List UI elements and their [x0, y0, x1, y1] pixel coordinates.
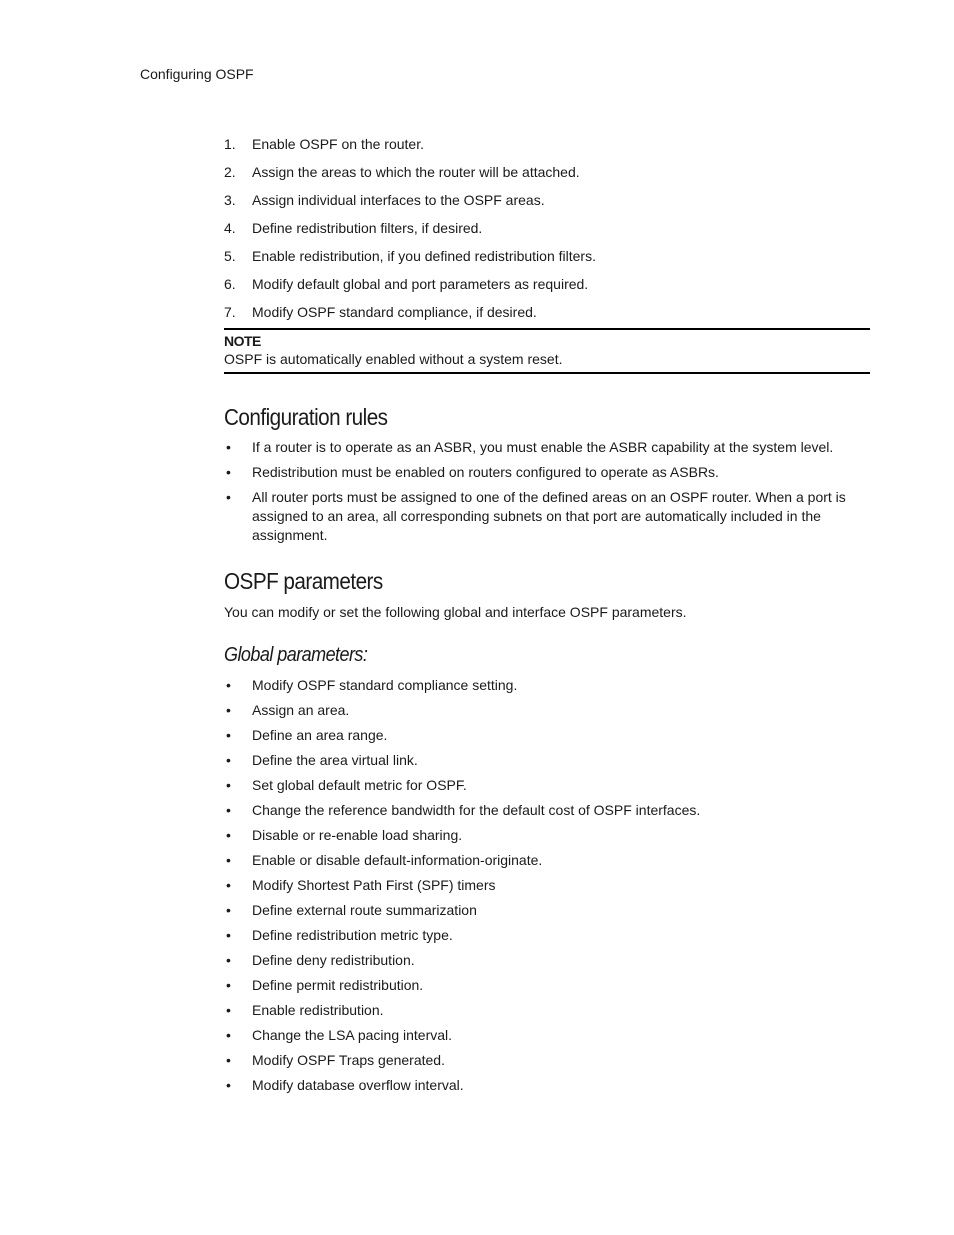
- step-number: 1.: [224, 136, 236, 152]
- step-item: [224, 274, 870, 302]
- bullet: •: [226, 952, 231, 968]
- list-item: [224, 1051, 870, 1076]
- param-text: Disable or re-enable load sharing.: [252, 827, 463, 843]
- step-item: [224, 162, 870, 190]
- list-item: [224, 826, 870, 851]
- global-params-list: [224, 676, 870, 1101]
- bullet: •: [226, 1002, 231, 1018]
- list-item: [224, 951, 870, 976]
- page-content: [224, 134, 870, 1101]
- list-item: [224, 676, 870, 701]
- step-number: 4.: [224, 220, 236, 236]
- bullet: •: [226, 852, 231, 868]
- step-number: 5.: [224, 248, 236, 264]
- param-text: Enable redistribution.: [252, 1002, 384, 1018]
- param-text: Modify OSPF Traps generated.: [252, 1052, 445, 1068]
- param-text: Define redistribution metric type.: [252, 927, 453, 943]
- param-text: Assign an area.: [252, 702, 350, 718]
- param-text: Change the LSA pacing interval.: [252, 1027, 453, 1043]
- step-number: 7.: [224, 304, 236, 320]
- bullet: •: [226, 927, 231, 943]
- step-item: [224, 218, 870, 246]
- bullet: •: [226, 977, 231, 993]
- bullet: •: [226, 727, 231, 743]
- note-title: NOTE: [224, 333, 261, 349]
- list-item: [224, 926, 870, 951]
- step-number: 6.: [224, 276, 236, 292]
- step-text: Modify OSPF standard compliance, if desired.: [252, 304, 537, 320]
- step-number: 2.: [224, 164, 236, 180]
- step-item: [224, 302, 870, 330]
- rule-text: Redistribution must be enabled on routers configured to operate as ASBRs.: [252, 464, 719, 480]
- list-item: [224, 801, 870, 826]
- list-item: [224, 751, 870, 776]
- param-text: Define external route summarization: [252, 902, 477, 918]
- step-item: [224, 134, 870, 162]
- bullet: •: [226, 439, 231, 455]
- bullet: •: [226, 877, 231, 893]
- step-text: Assign the areas to which the router will be attached.: [252, 164, 580, 180]
- bullet: •: [226, 827, 231, 843]
- global-params-heading: Global parameters:: [224, 644, 368, 666]
- bullet: •: [226, 777, 231, 793]
- list-item: [224, 701, 870, 726]
- bullet: •: [226, 677, 231, 693]
- bullet: •: [226, 752, 231, 768]
- list-item: [224, 463, 870, 482]
- step-text: Assign individual interfaces to the OSPF areas.: [252, 192, 545, 208]
- config-rules-list: [224, 438, 870, 545]
- note-text: OSPF is automatically enabled without a system reset.: [224, 351, 563, 367]
- list-item: [224, 851, 870, 876]
- step-text: Enable redistribution, if you defined redistribution filters.: [252, 248, 596, 264]
- list-item: [224, 776, 870, 801]
- running-header: Configuring OSPF: [140, 66, 254, 82]
- param-text: Modify OSPF standard compliance setting.: [252, 677, 518, 693]
- bullet: •: [226, 702, 231, 718]
- param-text: Modify Shortest Path First (SPF) timers: [252, 877, 496, 893]
- list-item: [224, 488, 870, 545]
- steps-list: [224, 134, 870, 330]
- list-item: [224, 876, 870, 901]
- bullet: •: [226, 464, 231, 480]
- param-text: Modify database overflow interval.: [252, 1077, 464, 1093]
- list-item: [224, 1026, 870, 1051]
- list-item: [224, 976, 870, 1001]
- list-item: [224, 1076, 870, 1101]
- param-text: Change the reference bandwidth for the default cost of OSPF interfaces.: [252, 802, 701, 818]
- rule-text: If a router is to operate as an ASBR, you must enable the ASBR capability at the system level.: [252, 439, 834, 455]
- param-text: Define the area virtual link.: [252, 752, 418, 768]
- rule-text: All router ports must be assigned to one of the defined areas on an OSPF router. When a port is assigned to an area, all corresponding subnets on that port are automatically included in the assignment.: [252, 489, 846, 543]
- param-text: Define deny redistribution.: [252, 952, 415, 968]
- step-text: Enable OSPF on the router.: [252, 136, 424, 152]
- param-text: Set global default metric for OSPF.: [252, 777, 467, 793]
- list-item: [224, 438, 870, 457]
- param-text: Enable or disable default-information-originate.: [252, 852, 543, 868]
- bullet: •: [226, 802, 231, 818]
- param-text: Define an area range.: [252, 727, 388, 743]
- bullet: •: [226, 902, 231, 918]
- bullet: •: [226, 1052, 231, 1068]
- ospf-params-intro: You can modify or set the following global and interface OSPF parameters.: [224, 604, 687, 620]
- ospf-params-heading: OSPF parameters: [224, 568, 383, 594]
- param-text: Define permit redistribution.: [252, 977, 424, 993]
- list-item: [224, 1001, 870, 1026]
- step-text: Modify default global and port parameters as required.: [252, 276, 589, 292]
- step-text: Define redistribution filters, if desired.: [252, 220, 483, 236]
- note-box: [224, 328, 870, 374]
- bullet: •: [226, 1077, 231, 1093]
- step-item: [224, 190, 870, 218]
- bullet: •: [226, 489, 231, 505]
- list-item: [224, 901, 870, 926]
- step-item: [224, 246, 870, 274]
- bullet: •: [226, 1027, 231, 1043]
- list-item: [224, 726, 870, 751]
- step-number: 3.: [224, 192, 236, 208]
- config-rules-heading: Configuration rules: [224, 404, 388, 430]
